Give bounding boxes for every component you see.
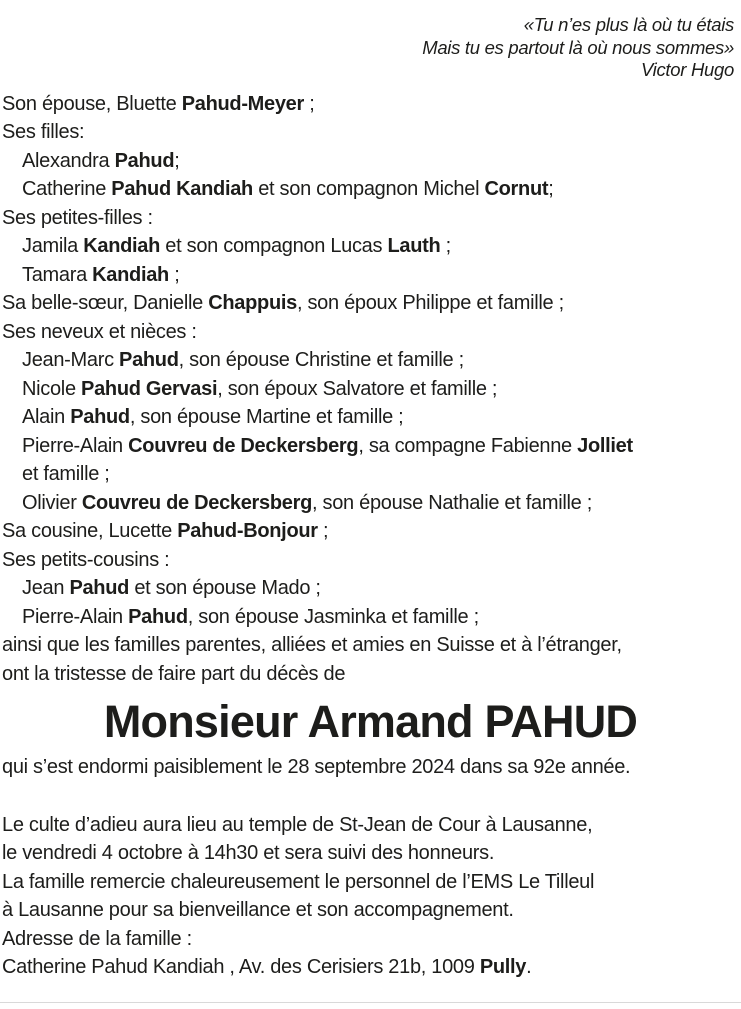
- family-name: Pahud: [69, 577, 130, 599]
- text-line: [2, 546, 741, 575]
- text-segment: Ses filles:: [2, 121, 85, 143]
- text-line: [2, 603, 741, 632]
- family-name: Kandiah: [83, 235, 161, 257]
- family-name: Pahud: [70, 406, 130, 428]
- text-segment: , sa compagne Fabienne: [358, 434, 578, 457]
- text-line: [2, 460, 741, 489]
- text-line: [2, 175, 741, 204]
- text-segment: Pierre-Alain: [22, 434, 129, 457]
- text-line: [2, 318, 741, 347]
- text-segment: , son époux Philippe et famille ;: [296, 292, 564, 314]
- family-name: Lauth: [387, 235, 441, 257]
- family-name: Pahud: [128, 605, 188, 628]
- text-segment: Pierre-Alain: [22, 605, 129, 628]
- text-segment: , son épouse Nathalie et famille ;: [312, 491, 592, 514]
- text-line: [2, 204, 741, 233]
- text-segment: , son épouse Jasminka et famille ;: [187, 605, 479, 628]
- text-line: [2, 375, 741, 404]
- text-segment: .: [526, 956, 532, 978]
- text-segment: ;: [304, 92, 315, 115]
- family-name: Chappuis: [208, 292, 297, 314]
- memorial-quote: [0, 0, 741, 82]
- deceased-name-title: Monsieur Armand PAHUD: [103, 696, 638, 747]
- text-line: [2, 896, 741, 925]
- text-line: [2, 925, 741, 954]
- text-segment: Nicole: [22, 377, 82, 400]
- text-line: [2, 147, 741, 176]
- text-segment: Ses petites-filles :: [2, 206, 153, 229]
- text-segment: ont la tristesse de faire part du décès de: [2, 662, 346, 685]
- text-line: [2, 90, 741, 119]
- family-name: Pahud-Meyer: [181, 92, 304, 115]
- family-list: [0, 90, 741, 689]
- text-segment: Catherine: [22, 178, 112, 200]
- text-segment: Jean-Marc: [22, 349, 120, 371]
- text-line: [2, 953, 741, 982]
- text-segment: , son épouse Martine et famille ;: [129, 406, 404, 428]
- text-segment: Le culte d’adieu aura lieu au temple de St-Jean de Cour à Lausanne,: [2, 813, 593, 836]
- death-notice-line: qui s’est endormi paisiblement le 28 septembre 2024 dans sa 92e année.: [2, 756, 631, 778]
- text-segment: Jamila: [22, 235, 84, 257]
- text-segment: ;: [168, 263, 180, 286]
- ceremony-details: [0, 811, 741, 982]
- text-segment: à Lausanne pour sa bienveillance et son accompagnement.: [2, 899, 514, 921]
- text-segment: La famille remercie chaleureusement le personnel de l’EMS Le Tilleul: [2, 870, 595, 893]
- text-line: [2, 517, 741, 546]
- text-line: [2, 403, 741, 432]
- text-segment: et son épouse Mado ;: [129, 577, 321, 599]
- text-segment: Olivier: [22, 491, 82, 514]
- text-segment: ;: [548, 178, 554, 200]
- family-name: Cornut: [484, 178, 549, 200]
- bottom-divider: [0, 1002, 741, 1003]
- family-name: Pahud Gervasi: [81, 377, 218, 400]
- text-segment: Ses neveux et nièces :: [2, 320, 197, 343]
- text-segment: ;: [174, 149, 180, 172]
- quote-line-1: «Tu n’es plus là où tu étais: [523, 14, 734, 35]
- family-name: Pahud Kandiah: [111, 178, 253, 200]
- family-name: Pahud: [119, 349, 179, 371]
- text-segment: Sa cousine, Lucette: [2, 520, 178, 542]
- text-line: [2, 346, 741, 375]
- text-line: [2, 118, 741, 147]
- text-line: [2, 868, 741, 897]
- text-line: [2, 261, 741, 290]
- family-name: Couvreu de Deckersberg: [81, 491, 312, 514]
- family-name: Kandiah: [92, 263, 169, 286]
- family-name: Jolliet: [577, 434, 633, 457]
- text-segment: ;: [440, 235, 451, 257]
- text-segment: le vendredi 4 octobre à 14h30 et sera suivi des honneurs.: [2, 842, 495, 864]
- text-segment: ainsi que les familles parentes, alliées et amies en Suisse et à l’étranger,: [2, 634, 622, 656]
- text-segment: et son compagnon Lucas: [160, 235, 388, 257]
- text-segment: ;: [317, 520, 329, 542]
- text-segment: Tamara: [22, 263, 93, 286]
- text-segment: , son épouse Christine et famille ;: [178, 349, 464, 371]
- text-line: [2, 839, 741, 868]
- text-segment: Adresse de la famille :: [2, 927, 192, 950]
- family-name: Pully: [479, 956, 527, 978]
- text-segment: Jean: [22, 577, 70, 599]
- quote-line-2: Mais tu es partout là où nous sommes»: [422, 36, 734, 58]
- family-name: Pahud-Bonjour: [177, 520, 318, 542]
- text-segment: Alexandra: [22, 149, 115, 172]
- text-line: [2, 811, 741, 840]
- text-segment: Son épouse, Bluette: [2, 92, 182, 115]
- family-name: Couvreu de Deckersberg: [128, 434, 359, 457]
- text-line: [2, 631, 741, 660]
- text-segment: Catherine Pahud Kandiah , Av. des Cerisiers 21b, 1009: [2, 956, 480, 978]
- text-segment: et famille ;: [22, 463, 110, 485]
- text-segment: Alain: [22, 406, 71, 428]
- text-segment: Sa belle-sœur, Danielle: [2, 292, 209, 314]
- text-segment: Ses petits-cousins :: [2, 548, 170, 571]
- text-line: [2, 574, 741, 603]
- quote-attribution: Victor Hugo: [640, 59, 734, 80]
- text-line: [2, 289, 741, 318]
- text-line: [2, 489, 741, 518]
- text-line: [2, 232, 741, 261]
- text-line: [2, 660, 741, 689]
- text-segment: , son époux Salvatore et famille ;: [217, 377, 498, 400]
- family-name: Pahud: [114, 149, 175, 172]
- text-line: [2, 432, 741, 461]
- text-segment: et son compagnon Michel: [252, 178, 485, 200]
